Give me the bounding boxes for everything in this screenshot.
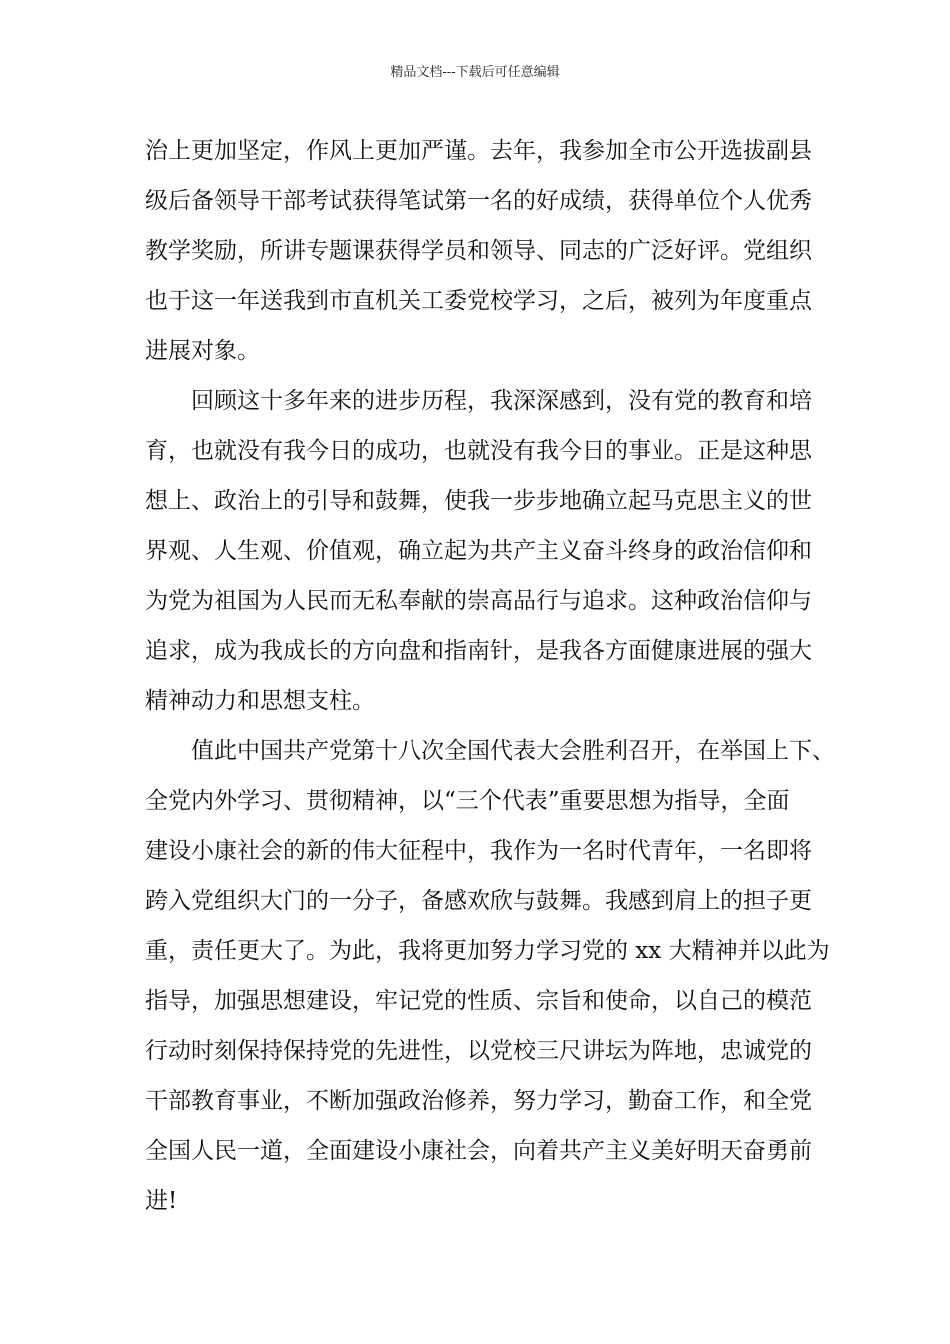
text-line: 指导，加强思想建设，牢记党的性质、宗旨和使命，以自己的模范 — [145, 988, 812, 1014]
document-body — [145, 126, 835, 1226]
paragraph-2 — [145, 376, 825, 726]
text-line: 全国人民一道，全面建设小康社会，向着共产主义美好明天奋勇前 — [145, 1138, 812, 1164]
text-line: 级后备领导干部考试获得笔试第一名的好成绩，获得单位个人优秀 — [145, 188, 812, 214]
text-line: 回顾这十多年来的进步历程，我深深感到，没有党的教育和培 — [191, 388, 812, 414]
text-line: 干部教育事业，不断加强政治修养，努力学习，勤奋工作，和全党 — [145, 1088, 812, 1114]
text-line: 育，也就没有我今日的成功，也就没有我今日的事业。正是这种思 — [145, 438, 812, 464]
text-line: 治上更加坚定，作风上更加严谨。去年，我参加全市公开选拔副县 — [145, 138, 812, 164]
text-line: 界观、人生观、价值观，确立起为共产主义奋斗终身的政治信仰和 — [145, 538, 812, 564]
text-line: 进! — [145, 1188, 178, 1214]
paragraph-1 — [145, 126, 825, 376]
text-line: 想上、政治上的引导和鼓舞，使我一步步地确立起马克思主义的世 — [145, 488, 812, 514]
text-line: 跨入党组织大门的一分子，备感欢欣与鼓舞。我感到肩上的担子更 — [145, 888, 812, 914]
paragraph-3 — [145, 726, 835, 1226]
text-line: 建设小康社会的新的伟大征程中，我作为一名时代青年，一名即将 — [145, 838, 812, 864]
text-line: 行动时刻保持保持党的先进性，以党校三尺讲坛为阵地，忠诚党的 — [145, 1038, 812, 1064]
text-line: 也于这一年送我到市直机关工委党校学习，之后，被列为年度重点 — [145, 288, 812, 314]
text-line: 为党为祖国为人民而无私奉献的崇高品行与追求。这种政治信仰与 — [145, 588, 812, 614]
text-line: 追求，成为我成长的方向盘和指南针，是我各方面健康进展的强大 — [145, 638, 812, 664]
page-header: 精品文档---下载后可任意编辑 — [390, 65, 560, 80]
text-line: 进展对象。 — [145, 338, 260, 364]
text-line: 全党内外学习、贯彻精神，以“三个代表”重要思想为指导，全面 — [145, 788, 790, 814]
text-line: 教学奖励，所讲专题课获得学员和领导、同志的广泛好评。党组织 — [145, 238, 812, 264]
text-line: 重，责任更大了。为此，我将更加努力学习党的 xx 大精神并以此为 — [145, 938, 830, 964]
text-line: 值此中国共产党第十八次全国代表大会胜利召开，在举国上下、 — [191, 738, 835, 764]
text-line: 精神动力和思想支柱。 — [145, 688, 375, 714]
